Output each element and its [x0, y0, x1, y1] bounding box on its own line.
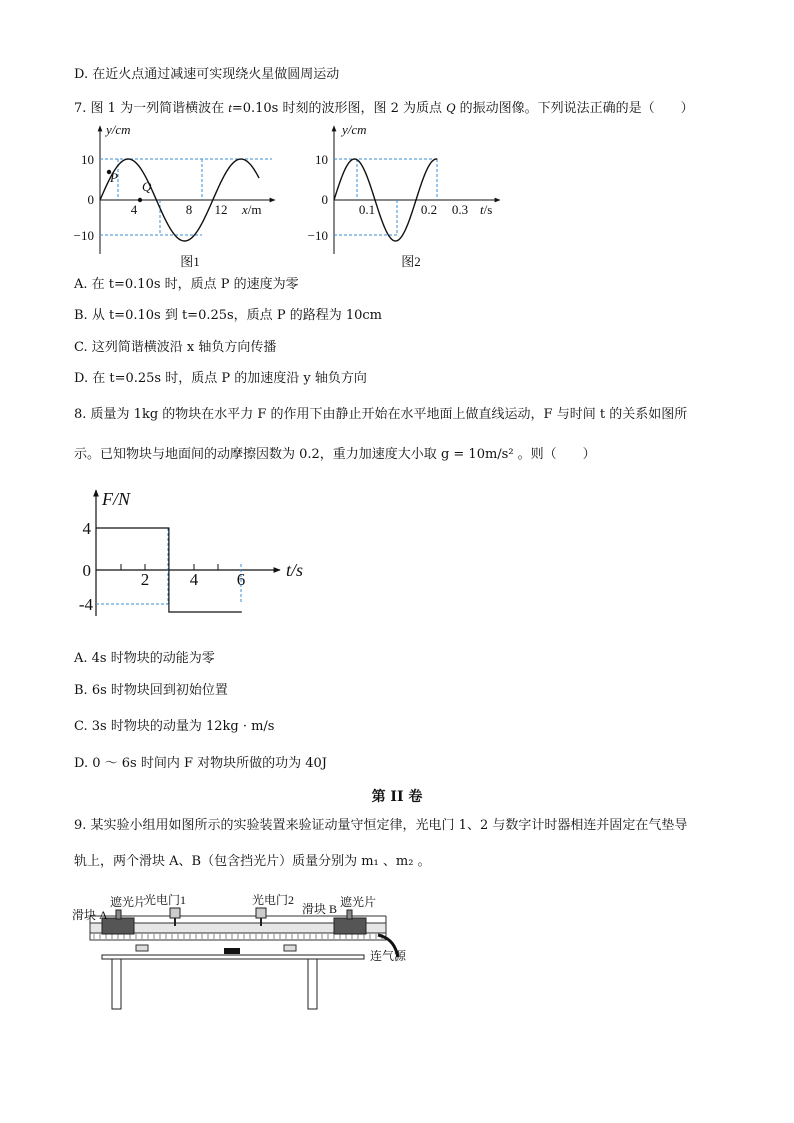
shade-a-label: 遮光片	[110, 895, 147, 909]
fig1-xtick: 8	[185, 202, 193, 217]
table	[102, 955, 364, 1009]
fig2-ytick: −10	[307, 228, 328, 243]
q6-option-d: D. 在近火点通过减速可实现绕火星做圆周运动	[74, 67, 340, 82]
track-feet	[136, 945, 296, 954]
fig1-caption: 图1	[180, 254, 200, 269]
fig2-xtick: 0.1	[358, 202, 376, 217]
fig2-ytick: 10	[315, 152, 328, 167]
fig2-guides	[334, 159, 437, 235]
force-time-graph	[74, 484, 324, 624]
fig2-xlabel-unit: /s	[483, 202, 493, 217]
ft-xtick: 4	[189, 570, 199, 589]
fig1-ytick: −10	[73, 228, 94, 243]
fig2-xlabel-var: t	[480, 202, 484, 217]
q9-stem-line1: 9. 某实验小组用如图所示的实验装置来验证动量守恒定律，光电门 1、2 与数字计时器相连并固定在气垫导	[74, 818, 688, 833]
ft-ylabel	[101, 489, 131, 509]
fig1-ytick: 0	[87, 192, 94, 207]
section-title: 第 II 卷	[371, 789, 423, 805]
slider-a-label: 滑块 A	[72, 908, 108, 922]
q7-option-a: A. 在 t=0.10s 时，质点 P 的速度为零	[74, 277, 299, 292]
wave-graph-fig1	[70, 118, 290, 278]
fig1-xlabel-unit: /m	[247, 202, 262, 217]
q7-stem-c: 的振动图像。下列说法正确的是（ ）	[455, 101, 694, 116]
air-track-apparatus	[72, 890, 432, 1015]
vibration-graph-fig2	[300, 118, 520, 278]
fig1-ylabel: y/cm	[106, 122, 131, 137]
fig1-guides	[100, 159, 272, 235]
ft-xtick: 6	[236, 570, 246, 589]
q7-stem-a: 7. 图 1 为一列简谐横波在	[74, 101, 229, 116]
q7-option-d: D. 在 t=0.25s 时，质点 P 的加速度沿 y 轴负方向	[74, 371, 367, 386]
fig1-xtick: 4	[130, 202, 138, 217]
slider-b-label: 滑块 B	[302, 902, 338, 916]
ft-xlabel: t/s	[286, 560, 304, 580]
q8-option-b: B. 6s 时物块回到初始位置	[74, 683, 228, 698]
q7-option-c: C. 这列简谐横波沿 x 轴负方向传播	[74, 340, 277, 355]
point-q-label: Q	[142, 179, 152, 194]
slider-b	[334, 910, 366, 934]
q7-option-b: B. 从 t=0.10s 到 t=0.25s，质点 P 的路程为 10cm	[74, 308, 382, 323]
point-q-marker	[138, 198, 142, 202]
fig1-ytick: 10	[81, 152, 94, 167]
q8-stem-line2: 示。已知物块与地面间的动摩擦因数为 0.2，重力加速度大小取 g = 10m/s² 。则（ ）	[74, 447, 596, 462]
gate1-label: 光电门1	[144, 893, 187, 907]
fig2-ylabel: y/cm	[342, 122, 367, 137]
ft-ylabel-text: F/N	[102, 489, 131, 509]
q7-stem-b: =0.10s 时刻的波形图，图 2 为质点	[231, 101, 447, 116]
fig2-xtick: 0.3	[451, 202, 469, 217]
ft-xtick: 2	[140, 570, 150, 589]
q8-option-d: D. 0 ～ 6s 时间内 F 对物块所做的功为 40J	[74, 756, 328, 771]
fig1-xlabel-var: x	[242, 202, 248, 217]
shade-b-label: 遮光片	[340, 895, 377, 909]
q8-stem-line1: 8. 质量为 1kg 的物块在水平力 F 的作用下由静止开始在水平地面上做直线运动，F 与时间 t 的关系如图所	[74, 407, 688, 422]
fig2-xlabel	[480, 202, 492, 217]
air-source-label: 连气源	[370, 949, 407, 963]
fig1-xtick: 12	[214, 202, 228, 217]
fig2-ytick: 0	[321, 192, 328, 207]
fig2-caption: 图2	[401, 254, 421, 269]
q9-stem-line2: 轨上，两个滑块 A、B（包含挡光片）质量分别为 m₁ 、m₂ 。	[74, 854, 431, 869]
fig1-xlabel	[241, 202, 262, 217]
ft-ytick: 4	[82, 519, 91, 538]
fig2-axes	[334, 126, 500, 254]
gate2-label: 光电门2	[252, 893, 295, 907]
ft-ytick: 0	[82, 561, 91, 580]
q7-stem-q: Q	[446, 100, 456, 115]
q7-stem-t: t	[228, 100, 232, 115]
q8-option-c: C. 3s 时物块的动量为 12kg · m/s	[74, 719, 275, 734]
ft-ytick: -4	[78, 595, 93, 614]
q7-stem	[74, 99, 694, 118]
point-p-label: P	[110, 170, 118, 185]
q8-option-a: A. 4s 时物块的动能为零	[74, 651, 215, 666]
fig2-xtick: 0.2	[420, 202, 438, 217]
